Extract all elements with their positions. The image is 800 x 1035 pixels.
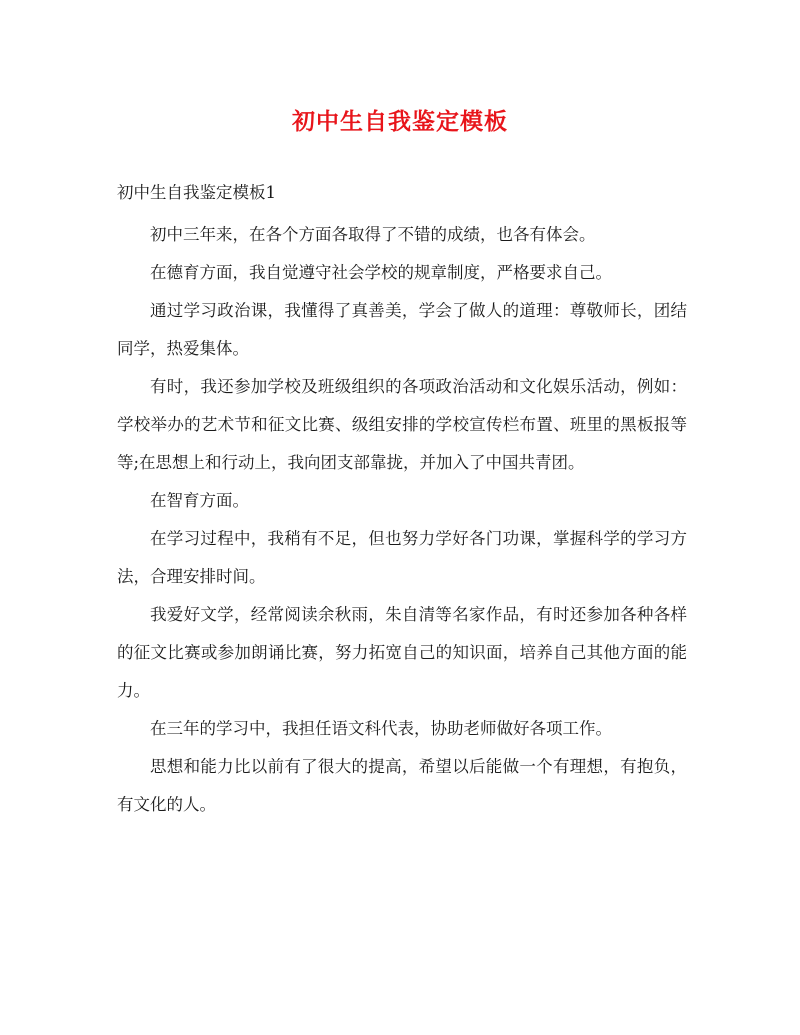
paragraph: 有时，我还参加学校及班级组织的各项政治活动和文化娱乐活动，例如：学校举办的艺术节和征文比赛、级组安排的学校宣传栏布置、班里的黑板报等等;在思想上和行动上，我向团支部靠拢，并加入了中国共青团。 <box>117 377 687 472</box>
paragraph: 通过学习政治课，我懂得了真善美，学会了做人的道理：尊敬师长，团结同学，热爱集体。 <box>117 301 687 358</box>
paragraph: 思想和能力比以前有了很大的提高，希望以后能做一个有理想，有抱负，有文化的人。 <box>117 757 687 814</box>
document-title: 初中生自我鉴定模板 <box>292 108 508 135</box>
paragraph: 在德育方面，我自觉遵守社会学校的规章制度，严格要求自己。 <box>150 263 612 282</box>
paragraph: 初中三年来，在各个方面各取得了不错的成绩，也各有体会。 <box>150 225 596 244</box>
paragraph: 在学习过程中，我稍有不足，但也努力学好各门功课，掌握科学的学习方法，合理安排时间。 <box>117 529 687 586</box>
paragraph: 我爱好文学，经常阅读余秋雨，朱自清等名家作品，有时还参加各种各样的征文比赛或参加朗诵比赛，努力拓宽自己的知识面，培养自己其他方面的能力。 <box>117 605 687 700</box>
document-body <box>117 178 687 824</box>
section-heading: 初中生自我鉴定模板1 <box>117 183 276 202</box>
paragraph: 在三年的学习中，我担任语文科代表，协助老师做好各项工作。 <box>150 719 612 738</box>
paragraph: 在智育方面。 <box>150 491 249 510</box>
